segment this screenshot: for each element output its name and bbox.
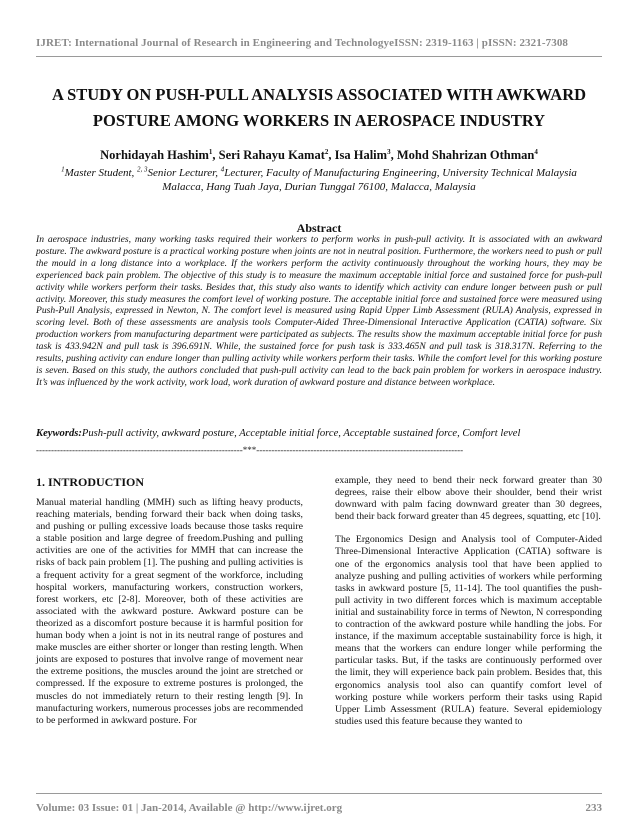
affiliation-part-1: Master Student, (64, 167, 138, 179)
page-footer (36, 802, 602, 814)
affiliation-part-2: Senior Lecturer, (147, 167, 221, 179)
left-column (36, 475, 303, 738)
abstract-text: In aerospace industries, many working tasks required their workers to perform works in push-pull activity. It is associated with an awkward posture. The awkward posture is a practical working posture when joints are not in neutral position. Furthermore, the workers need to push or pull the mould in a long distance into a workplace. If the workers perform the activity continuously throughout the working hours, they may be experienced back pain problem. The objective of this study is to measure the maximum acceptable initial force and sustained force for push-pull activity while workers perform their tasks. Besides that, this study also wants to identify which activity can endure longer between push or pull activity. Moreover, this study measures the comfort level of working posture. The acceptable initial force and sustained force were measured using Push-Pull Analysis, expressed in Newton, N. The comfort level is measured using Rapid Upper Limb Assessment (RULA) Analysis, expressed in scoring level. Both of these assessments are analysis tools Computer-Aided Three-Dimensional Interactive Application (CATIA) software. Six production workers from manufacturing department were participated as subjects. The results show the maximum acceptable initial force for push task is 433.942N and pull task is 396.691N. While, the sustained force for push task is 333.465N and pull task is 318.317N. Referring to the results, pushing activity can endure longer than pulling activity while workers perform their tasks. While the comfort level for this working posture is seven. Based on this study, the authors concluded that push-pull activity can lead to the back pain problem for workers in aerospace industry. It’s was influenced by the work activity, work load, work duration of awkward posture and distance between workplace. (36, 234, 602, 388)
title-line-1: A STUDY ON PUSH-PULL ANALYSIS ASSOCIATED WITH AWKWARD (51, 85, 587, 104)
right-column (335, 475, 602, 739)
author-separator: , (390, 148, 397, 162)
affiliation (36, 166, 602, 194)
body-paragraph: example, they need to bend their neck forward greater than 30 degrees, raise their elbow above their shoulder, bend their wrist downward with palm facing downward greater than 30 degrees, bend their back forward greater than 45 degrees, squatting, etc [10]. (335, 475, 602, 523)
affiliation-line-2: Malacca, Hang Tuah Jaya, Durian Tunggal 76100, Malacca, Malaysia (162, 181, 476, 193)
author-separator: , (212, 148, 219, 162)
affiliation-sup-3: 4 (220, 165, 225, 174)
title-line-2: POSTURE AMONG WORKERS IN AEROSPACE INDUSTRY (92, 111, 546, 130)
affiliation-line-1 (36, 166, 602, 180)
footer-rule (36, 793, 602, 794)
keywords (36, 428, 602, 439)
author-3-sup: 3 (387, 147, 391, 156)
header-rule (36, 56, 602, 57)
body-paragraph: The Ergonomics Design and Analysis tool of Computer-Aided Three-Dimensional Interactive Application (CATIA) software is one of the ergonomics analysis tool that have been applied to analyze pushing and pulling activities of workers while performing tasks in awkward posture [5, 11-14]. The tool quantifies the push-pull activity in two different forces which is maximum acceptable initial and sustainability force in terms of Newton, N corresponding to contraction of the awkward posture while handling the jobs. For instance, if the maximum acceptable sustainability force is high, it means that the workers can endure longer while performing the particular tasks. But, if the tasks are continuously performed over the limit, they will experience back pain problem. Besides that, this ergonomics analysis tool also can quantify comfort level of working posture while workers perform their tasks using Rapid Upper Limb Assessment (RULA) feature. Several epidemiology studies used this feature because they wanted to (335, 534, 602, 727)
page-number: 233 (585, 802, 602, 814)
body-paragraph: Manual material handling (MMH) such as lifting heavy products, reaching materials, bending forward their back when doing tasks, and pushing or pulling excessive loads because those tasks require a stable position and large degree of freedom.Pushing and pulling activities are one of the activities for MMH that can increase the risks of back pain problem [1]. The pushing and pulling activities is a frequent activity for a great segment of the workforce, including hospital workers, manufacturing workers, construction workers, forest workers, etc [2-8]. Moreover, both of these activities are associated with the awkward posture. Awkward posture can be theorized as a discomfort posture because it is harmful position for human body when a joint is not in its neutral range of postures and make muscles are either shorter or longer than resting length. When joints are exposed to postures that involve range of movement near the extreme positions, the muscles around the joint are stretched or compressed. If the exposure to extreme postures is prolonged, the muscles do not immediately return to their resting length [9]. In manufacturing workers, numerous processes jobs are recommended to be performed in awkward posture. For (36, 497, 303, 726)
author-2: Seri Rahayu Kamat (218, 148, 325, 162)
author-2-sup: 2 (324, 147, 329, 156)
author-4-sup: 4 (534, 147, 538, 156)
keywords-text: Push-pull activity, awkward posture, Acceptable initial force, Acceptable sustained force, Comfort level (81, 428, 521, 439)
abstract-heading: Abstract (296, 221, 342, 235)
paper-title (36, 82, 602, 134)
author-1-sup: 1 (208, 147, 213, 156)
author-1: Norhidayah Hashim (100, 148, 209, 162)
footer-citation: Volume: 03 Issue: 01 | Jan-2014, Available @ http://www.ijret.org (36, 802, 343, 814)
section-heading: 1. INTRODUCTION (36, 475, 145, 489)
journal-header: IJRET: International Journal of Research in Engineering and TechnologyeISSN: 2319-1163 | pISSN: 2321-7308 (36, 37, 569, 49)
author-separator: , (328, 148, 335, 162)
affiliation-sup-2: 2, 3 (137, 165, 148, 174)
section-separator: ---------------------------------------------------------------------***--------------------------------------------------------------------- (36, 445, 464, 455)
author-4: Mohd Shahrizan Othman (396, 148, 535, 162)
keywords-label: Keywords: (36, 428, 82, 439)
affiliation-part-3: Lecturer, Faculty of Manufacturing Engineering, University Technical Malaysia (224, 167, 577, 179)
author-list (36, 148, 602, 163)
author-3: Isa Halim (334, 148, 388, 162)
affiliation-sup-1: 1 (61, 165, 65, 174)
